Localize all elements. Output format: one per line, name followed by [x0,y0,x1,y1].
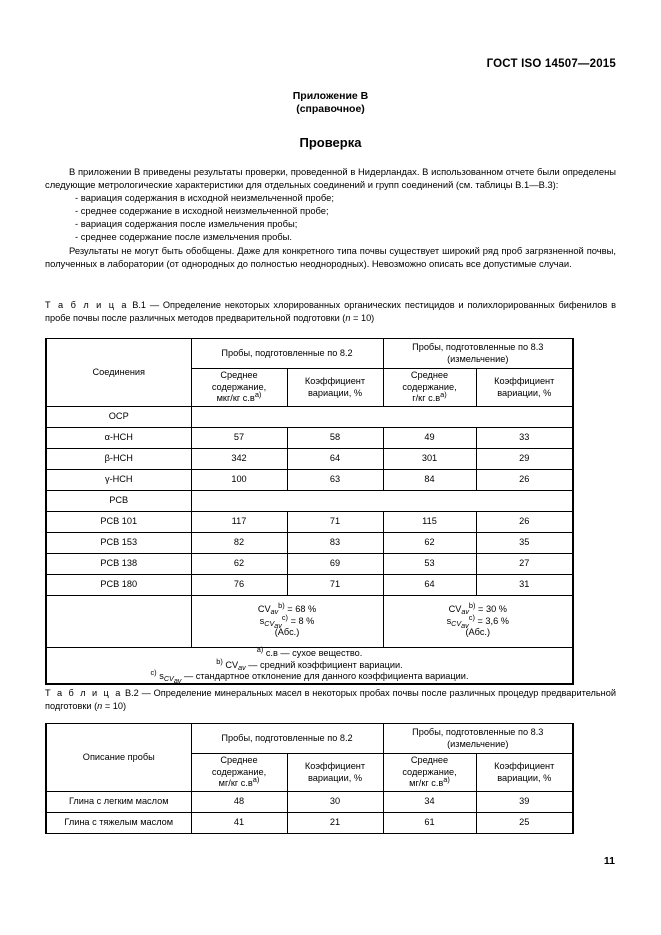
cell-cv-82: 71 [287,575,383,596]
cv-label-line2: вариации, % [307,772,363,783]
cell-mean-82: 117 [191,512,287,533]
cell-cv-82: 21 [287,813,383,834]
table-b2-header-group-83-line2: (измельчение) [447,738,509,749]
cell-mean-83: 64 [383,575,476,596]
cell-cv-82: 64 [287,449,383,470]
table-row [46,512,573,533]
footnote-mark-c: c) [150,667,157,677]
mean-label-line1: Среднее [410,755,449,766]
footnote-mark-c: c) [281,612,289,622]
table-b1-header-compounds: Соединения [46,339,191,407]
table-b2-caption-label: Т а б л и ц а [45,688,123,698]
s-sub-text: CV [451,618,462,628]
table-b1-header-cv-82 [287,369,383,407]
row-label: Глина с тяжелым маслом [46,813,191,834]
footnote-c [47,667,572,686]
footnote-b-subscript: av [238,662,246,672]
table-row [46,491,573,512]
mean-label-line1: Среднее [220,370,258,381]
cv-label-line2: вариации, % [497,772,552,783]
standard-designation: ГОСТ ISO 14507—2015 [486,58,616,70]
table-b1-footnotes-row [46,648,573,684]
cell-mean-83: 61 [383,813,476,834]
cv-symbol: CV [257,604,271,615]
table-b2-caption-n-rest: = 10) [102,700,127,711]
list-item: - среднее содержание в исходной неизмельченной пробе; [75,205,329,217]
table-b2 [45,723,574,834]
table-b2-caption-number: В.2 [124,688,139,698]
cell-mean-82: 82 [191,533,287,554]
cv-subscript: av [461,607,469,617]
table-b2-caption [45,687,616,712]
s-sub-sub: av [274,620,282,630]
intro-text-block [45,165,616,270]
cell-cv-83: 25 [476,813,573,834]
s-value: = 8 % [288,615,315,626]
table-b1-caption-label: Т а б л и ц а [45,300,129,310]
cv-label-line1: Коэффициент [304,376,366,386]
table-b1-caption-n: n [345,312,351,323]
table-b1-header-row-groups [46,339,573,369]
cell-mean-82: 342 [191,449,287,470]
row-label: γ-HCH [46,470,191,491]
table-b1-summary-row [46,596,573,648]
table-b1-header-mean-82 [191,369,287,407]
table-row [46,428,573,449]
table-b1-caption [45,299,616,324]
table-b1-header-group-83 [383,339,573,369]
row-label: Глина с легким маслом [46,792,191,813]
row-label: PCB 180 [46,575,191,596]
cell-cv-83: 35 [476,533,573,554]
mean-label-line2: содержание, [211,381,267,392]
table-b2-header-description: Описание пробы [46,724,191,792]
footnote-mark-b: b) [278,601,285,611]
s-value: = 3,6 % [474,615,509,626]
cell-cv-82: 63 [287,470,383,491]
cell-cv-83: 27 [476,554,573,575]
cv-value: = 68 % [284,604,317,615]
table-b1-caption-text: — Определение некоторых хлорированных органических пестицидов и полихлорированных бифенилов в пробе почвы после различных методов предварительной подготовки ( [45,300,616,323]
cell-mean-83: 84 [383,470,476,491]
table-b2-header-cv-82 [287,754,383,792]
table-row [46,792,573,813]
table-b1-header-cv-83 [476,369,573,407]
s-symbol: s [446,615,452,626]
table-row [46,449,573,470]
cell-mean-82: 76 [191,575,287,596]
s-sub-text: CV [264,618,275,628]
mean-units-83: г/кг с.в [412,393,441,404]
footnote-mark-a: а) [254,390,262,400]
footnote-c-sub-sub: av [173,676,182,686]
summary-abs-83: (Абс.) [465,627,491,638]
cv-value: = 30 % [475,604,507,615]
footnote-mark-c: c) [468,612,475,622]
cell-cv-83: 26 [476,470,573,491]
summary-s-82 [192,612,383,630]
table-b1 [45,338,574,685]
cell-cv-82: 69 [287,554,383,575]
footnote-mark-b: b) [468,601,476,611]
table-b2-caption-text: — Определение минеральных масел в некоторых пробах почвы после различных процедур предварительной подготовки ( [45,688,616,711]
cv-label-line2: вариации, % [307,387,363,398]
table-b1-header-group-83-line1: Пробы, подготовленные по 8.3 [412,342,544,352]
table-row [46,407,573,428]
footnote-c-subscript [163,674,182,686]
footnote-mark-b: b) [216,656,223,666]
row-label: PCB [46,491,191,512]
footnote-c-text: — стандартное отклонение для данного коэффициента вариации. [181,671,469,681]
table-b2-header-group-83 [383,724,573,754]
cell-cv-83: 26 [476,512,573,533]
list-item: - вариация содержания после измельчения пробы; [75,218,298,230]
section-title: Проверка [299,135,362,150]
table-row [46,533,573,554]
mean-label-line2: содержание, [402,766,457,777]
intro-bullet-list [45,191,616,243]
table-row [46,554,573,575]
table-b1-header-group-82: Пробы, подготовленные по 8.2 [191,339,383,369]
table-b1-footnotes [46,644,573,686]
footnote-b [47,656,572,672]
footnote-b-symbol: CV [225,659,239,670]
table-b2-header-group-83-line1: Пробы, подготовленные по 8.3 [412,727,544,737]
footnote-a [47,644,572,660]
s-symbol: s [259,615,265,626]
table-b2-header-row-groups [46,724,573,754]
mean-units-82: мкг/кг с.в [216,393,255,404]
row-label: OCP [46,407,191,428]
cell-mean-82: 48 [191,792,287,813]
row-label: α-HCH [46,428,191,449]
summary-cv-83 [384,601,573,617]
cell-mean-83: 301 [383,449,476,470]
footnote-a-text: с.в — сухое вещество. [263,648,363,658]
footnote-c-symbol: s [159,671,164,681]
cell-cv-82: 58 [287,428,383,449]
summary-s-83 [384,612,573,630]
cv-label-line1: Коэффициент [494,376,555,386]
footnote-mark-a: а) [440,390,447,400]
annex-title-text: Приложение В [292,90,369,102]
cell-cv-82: 71 [287,512,383,533]
mean-label-line1: Среднее [410,370,449,381]
footnote-c-sub-text: CV [163,674,174,684]
table-row [46,470,573,491]
row-empty-span [191,407,573,428]
annex-heading [0,90,661,116]
cell-cv-82: 30 [287,792,383,813]
table-b2-header-mean-83 [383,754,476,792]
page-number: 11 [603,855,615,867]
table-b2-header-group-82: Пробы, подготовленные по 8.2 [191,724,383,754]
cell-cv-82: 83 [287,533,383,554]
cell-mean-83: 115 [383,512,476,533]
footnote-mark-a: а) [252,775,260,785]
table-b1-header-mean-83 [383,369,476,407]
summary-abs-82: (Абс.) [274,627,300,638]
mean-label-line2: содержание, [402,381,457,392]
row-label: PCB 153 [46,533,191,554]
row-label: PCB 138 [46,554,191,575]
row-label: PCB 101 [46,512,191,533]
cell-cv-83: 39 [476,792,573,813]
mean-units-83: мг/кг с.в [409,778,444,789]
s-sub-sub: av [461,620,469,630]
cell-mean-83: 62 [383,533,476,554]
mean-label-line2: содержание, [211,766,267,777]
cell-mean-83: 49 [383,428,476,449]
footnote-mark-a: a) [256,644,264,654]
cell-mean-83: 34 [383,792,476,813]
list-item: - вариация содержания в исходной неизмельченной пробе; [75,192,334,204]
cell-mean-83: 53 [383,554,476,575]
footnote-b-text: — средний коэффициент вариации. [245,659,403,670]
cell-cv-83: 31 [476,575,573,596]
table-b2-caption-n: n [97,700,103,711]
cv-label-line1: Коэффициент [304,761,366,771]
cell-cv-83: 33 [476,428,573,449]
list-item: - среднее содержание после измельчения пробы. [75,231,293,243]
summary-stats-82 [191,596,383,648]
cell-mean-82: 57 [191,428,287,449]
cell-mean-82: 41 [191,813,287,834]
cv-label-line1: Коэффициент [494,761,555,771]
intro-paragraph-1: В приложении В приведены результаты проверки, проведенной в Нидерландах. В использованном отчете были определены следующие метрологические характеристики для отдельных соединений и групп соединений (см. таблицы В.1—В.3): [45,166,616,191]
summary-stats-83 [383,596,573,648]
table-b2-header-mean-82 [191,754,287,792]
table-b2-header-cv-83 [476,754,573,792]
table-row [46,575,573,596]
cv-symbol: CV [448,604,462,615]
cv-label-line2: вариации, % [497,387,552,398]
row-empty-span [191,491,573,512]
summary-empty-label [46,596,191,648]
table-b1-caption-number: В.1 [132,300,146,310]
mean-label-line1: Среднее [220,755,258,766]
cell-cv-83: 29 [476,449,573,470]
row-label: β-HCH [46,449,191,470]
table-row [46,813,573,834]
annex-subtitle-text: (справочное) [296,103,365,115]
cell-mean-82: 62 [191,554,287,575]
mean-units-82: мг/кг с.в [218,778,253,789]
cell-mean-82: 100 [191,470,287,491]
table-b1-caption-n-rest: = 10) [350,312,375,323]
intro-paragraph-2: Результаты не могут быть обобщены. Даже для конкретного типа почвы существует широкий ряд проб загрязненной почвы, полученных в лаборатории (от однородных до полностью неоднородных). Невозможно описать все допустимые случаи. [45,244,616,269]
cv-subscript: av [270,607,279,617]
footnote-mark-a: а) [443,775,450,785]
table-b1-header-group-83-line2: (измельчение) [447,353,509,364]
